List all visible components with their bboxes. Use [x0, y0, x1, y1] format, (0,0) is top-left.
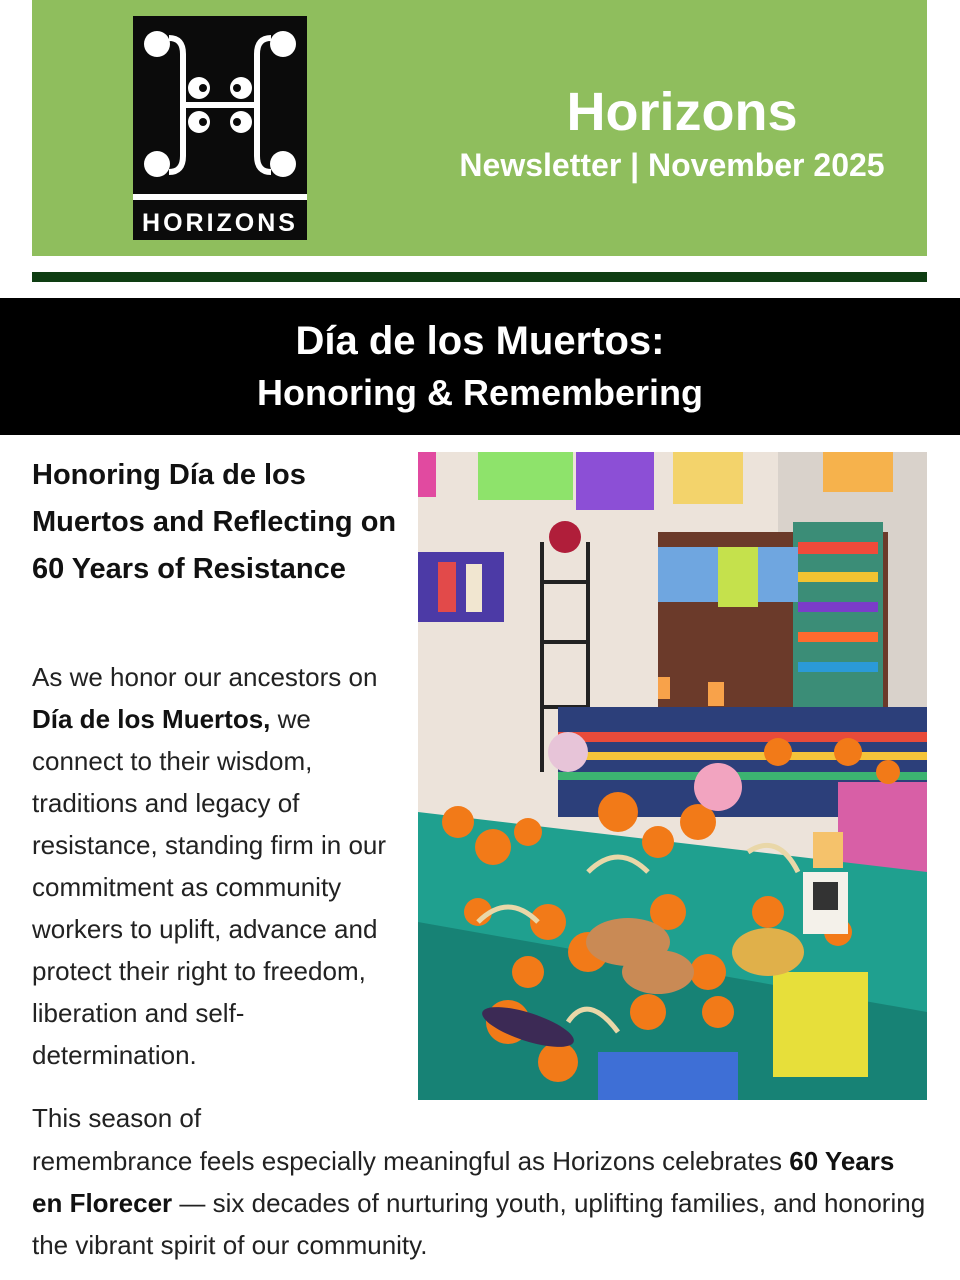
paragraph-1-text: As we honor our ancestors on [32, 662, 378, 692]
logo-wordmark: HORIZONS [133, 194, 307, 240]
altar-photo-illustration [418, 452, 927, 1100]
paragraph-2-text-end: — six decades of nurturing youth, uplifting families, and honoring the vibrant spirit of our community. [32, 1188, 926, 1260]
article-heading: Honoring Día de los Muertos and Reflecting on 60 Years of Resistance [32, 459, 397, 585]
horizons-logo[interactable] [133, 16, 307, 240]
paragraph-1-text-end: we connect to their wisdom, traditions and legacy of resistance, standing firm in our commitment as community workers to uplift, advance and protect their right to freedom, liberation and self-determination. [32, 704, 387, 1070]
section-banner [0, 298, 960, 435]
newsletter-title: Horizons [566, 82, 798, 142]
article-paragraph-2-first-line: This season of [32, 1103, 202, 1133]
banner-title: Día de los Muertos: [295, 319, 665, 363]
paragraph-2-text: remembrance feels especially meaningful as Horizons celebrates [32, 1146, 790, 1176]
header-divider [32, 272, 927, 282]
paragraph-1-bold: Día de los Muertos, [32, 704, 271, 734]
banner-subtitle: Honoring & Remembering [256, 372, 704, 413]
newsletter-issue-date: Newsletter | November 2025 [459, 147, 885, 183]
horizons-logo-mark [133, 16, 307, 194]
article-paragraph-1 [32, 656, 402, 1076]
paragraph-2-bold: 60 Years en Florecer [32, 1146, 895, 1218]
article-paragraph-2 [32, 1140, 927, 1266]
newsletter-header [32, 0, 927, 256]
ofrenda-altar-photo [418, 452, 927, 1100]
